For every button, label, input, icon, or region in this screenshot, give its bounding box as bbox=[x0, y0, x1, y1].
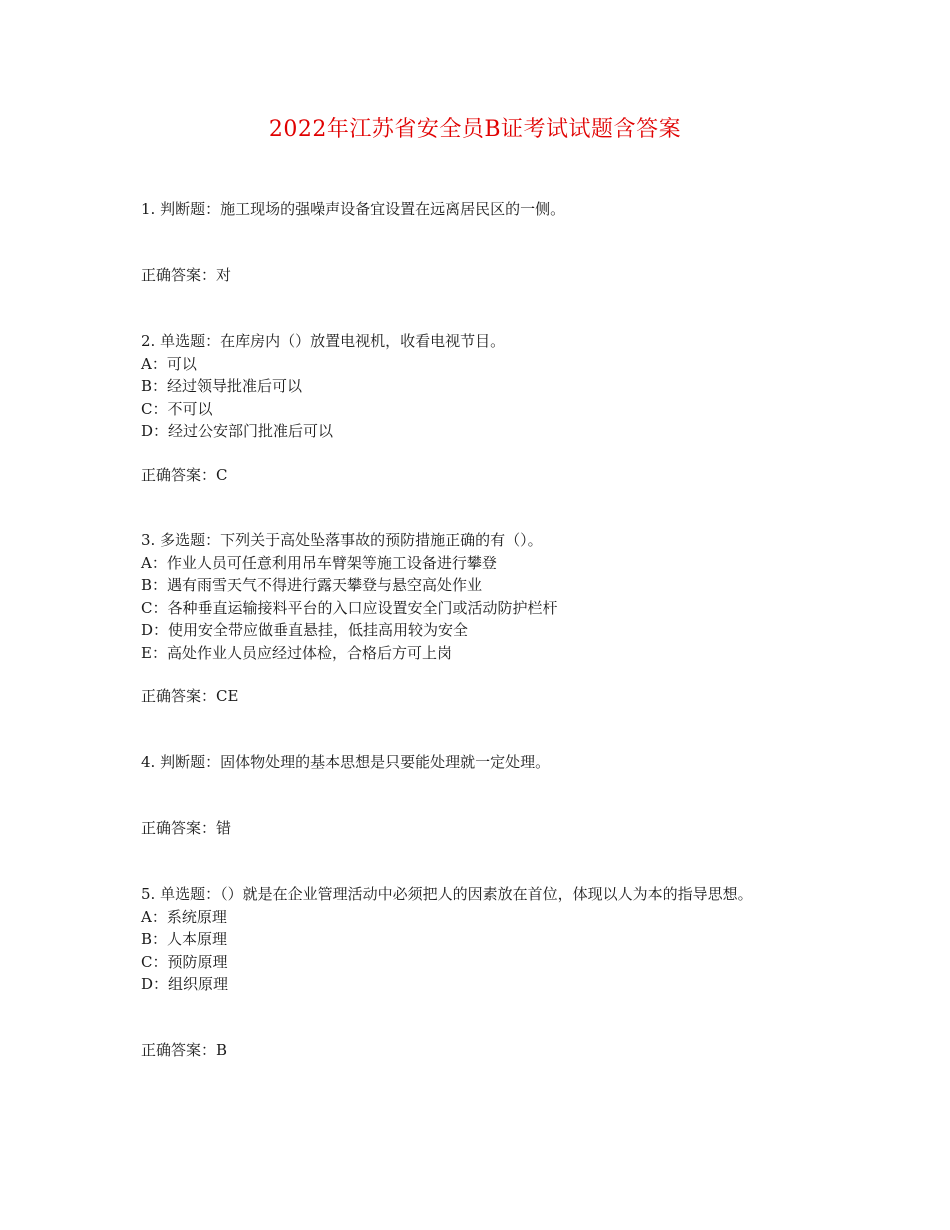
option-b: B：经过领导批准后可以 bbox=[141, 377, 303, 395]
answer-3 bbox=[141, 685, 238, 707]
answer-label: 正确答案： bbox=[141, 687, 217, 705]
answer-label: 正确答案： bbox=[141, 266, 217, 284]
answer-4 bbox=[141, 817, 231, 839]
option-a: A：可以 bbox=[141, 354, 197, 373]
option-d: D：经过公安部门批准后可以 bbox=[141, 422, 334, 440]
question-5 bbox=[141, 883, 821, 996]
option-a: A：系统原理 bbox=[141, 907, 227, 926]
option-b: B：人本原理 bbox=[141, 930, 228, 948]
option-c: C：预防原理 bbox=[141, 952, 228, 971]
question-stem: 3. 多选题：下列关于高处坠落事故的预防措施正确的有（）。 bbox=[141, 531, 543, 549]
answer-value: 对 bbox=[216, 266, 232, 284]
option-d: D：组织原理 bbox=[141, 975, 229, 993]
answer-label: 正确答案： bbox=[141, 1041, 217, 1059]
answer-label: 正确答案： bbox=[141, 819, 217, 837]
answer-value: B bbox=[216, 1041, 228, 1059]
option-c: C：各种垂直运输接料平台的入口应设置安全门或活动防护栏杆 bbox=[141, 598, 558, 617]
question-stem: 4. 判断题：固体物处理的基本思想是只要能处理就一定处理。 bbox=[141, 753, 551, 771]
question-3 bbox=[141, 529, 821, 664]
option-c: C：不可以 bbox=[141, 399, 213, 418]
question-1 bbox=[141, 198, 821, 221]
answer-value: 错 bbox=[216, 819, 232, 837]
option-a: A：作业人员可任意利用吊车臂架等施工设备进行攀登 bbox=[141, 553, 497, 572]
answer-label: 正确答案： bbox=[141, 466, 217, 484]
document-title: 2022年江苏省安全员B证考试试题含答案 bbox=[268, 117, 682, 142]
question-stem: 5. 单选题：（）就是在企业管理活动中必须把人的因素放在首位，体现以人为本的指导思想。 bbox=[141, 885, 753, 903]
answer-value: C bbox=[216, 466, 228, 484]
question-stem: 1. 判断题：施工现场的强噪声设备宜设置在远离居民区的一侧。 bbox=[141, 200, 566, 218]
answer-5 bbox=[141, 1039, 227, 1061]
question-4 bbox=[141, 751, 821, 774]
answer-value: CE bbox=[216, 687, 239, 705]
option-b: B：遇有雨雪天气不得进行露天攀登与悬空高处作业 bbox=[141, 576, 483, 594]
option-d: D：使用安全带应做垂直悬挂，低挂高用较为安全 bbox=[141, 621, 469, 639]
question-stem: 2. 单选题：在库房内（）放置电视机，收看电视节目。 bbox=[141, 332, 506, 350]
answer-2 bbox=[141, 464, 228, 486]
question-2 bbox=[141, 330, 821, 443]
answer-1 bbox=[141, 264, 231, 286]
option-e: E：高处作业人员应经过体检，合格后方可上岗 bbox=[141, 643, 452, 662]
